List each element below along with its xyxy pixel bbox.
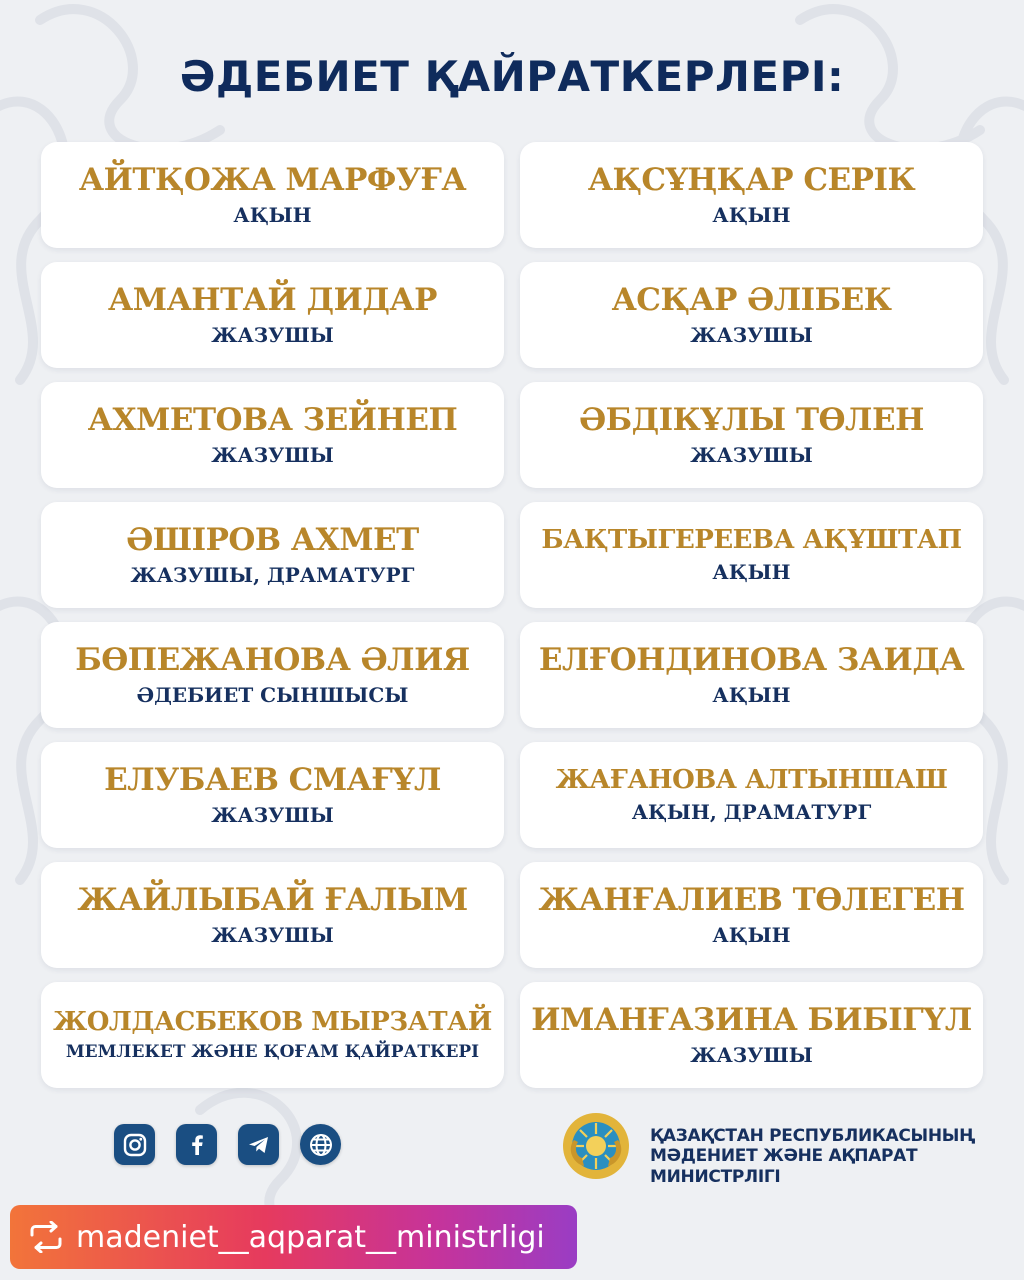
- repost-username: madeniet__aqparat__ministrligi: [76, 1219, 545, 1255]
- ministry-name: [650, 1126, 1024, 1187]
- person-name: ЖОЛДАСБЕКОВ МЫРЗАТАЙ: [53, 1006, 492, 1037]
- globe-icon[interactable]: [300, 1124, 341, 1165]
- person-role: АҚЫН: [712, 202, 791, 227]
- person-name: ЕЛҒОНДИНОВА ЗАИДА: [538, 642, 965, 679]
- person-card: [41, 862, 504, 968]
- repost-icon: [28, 1221, 64, 1253]
- state-emblem-icon: [560, 1110, 632, 1182]
- facebook-icon[interactable]: [176, 1124, 217, 1165]
- person-name: ЖАНҒАЛИЕВ ТӨЛЕГЕН: [538, 882, 965, 919]
- person-name: ЖАЙЛЫБАЙ ҒАЛЫМ: [77, 882, 468, 919]
- person-role: АҚЫН: [712, 559, 791, 584]
- repost-badge[interactable]: [10, 1205, 577, 1269]
- ministry-line-2: МӘДЕНИЕТ ЖӘНЕ АҚПАРАТ МИНИСТРЛІГІ: [650, 1146, 918, 1187]
- person-card: [41, 622, 504, 728]
- person-card: [41, 502, 504, 608]
- person-card: [520, 862, 983, 968]
- person-card: [520, 382, 983, 488]
- person-name: ЕЛУБАЕВ СМАҒҰЛ: [104, 762, 441, 799]
- person-role: ЖАЗУШЫ: [690, 322, 813, 347]
- person-card: [520, 502, 983, 608]
- person-card: [41, 742, 504, 848]
- person-name: АМАНТАЙ ДИДАР: [108, 282, 437, 319]
- person-role: ЖАЗУШЫ: [211, 802, 334, 827]
- person-name: АҚСҰҢҚАР СЕРІК: [587, 162, 916, 199]
- person-role: АҚЫН: [712, 682, 791, 707]
- person-name: ИМАНҒАЗИНА БИБІГҮЛ: [531, 1002, 972, 1039]
- person-role: ЖАЗУШЫ: [211, 442, 334, 467]
- person-role: АҚЫН: [712, 922, 791, 947]
- person-name: АХМЕТОВА ЗЕЙНЕП: [87, 402, 458, 439]
- social-links: [114, 1124, 341, 1165]
- person-card: [41, 382, 504, 488]
- person-name: АСҚАР ӘЛІБЕК: [611, 282, 892, 319]
- instagram-icon[interactable]: [114, 1124, 155, 1165]
- page-title: ӘДЕБИЕТ ҚАЙРАТКЕРЛЕРІ:: [179, 52, 845, 101]
- person-role: МЕМЛЕКЕТ ЖӘНЕ ҚОҒАМ ҚАЙРАТКЕРІ: [65, 1041, 480, 1062]
- figures-grid: [41, 142, 983, 1088]
- telegram-icon[interactable]: [238, 1124, 279, 1165]
- person-name: ЖАҒАНОВА АЛТЫНШАШ: [555, 765, 948, 796]
- person-name: ӘШІРОВ АХМЕТ: [126, 522, 419, 559]
- person-card: [520, 742, 983, 848]
- person-name: БӨПЕЖАНОВА ӘЛИЯ: [75, 642, 470, 679]
- person-role: АҚЫН: [233, 202, 312, 227]
- person-card: [520, 982, 983, 1088]
- person-role: ЖАЗУШЫ: [690, 1042, 813, 1067]
- person-name: ӘБДІКҰЛЫ ТӨЛЕН: [579, 402, 924, 439]
- person-role: АҚЫН, ДРАМАТУРГ: [631, 799, 872, 824]
- person-role: ЖАЗУШЫ: [211, 922, 334, 947]
- person-card: [520, 622, 983, 728]
- person-card: [41, 982, 504, 1088]
- person-card: [520, 142, 983, 248]
- person-role: ӘДЕБИЕТ СЫНШЫСЫ: [136, 682, 409, 707]
- person-role: ЖАЗУШЫ: [690, 442, 813, 467]
- ministry-line-1: ҚАЗАҚСТАН РЕСПУБЛИКАСЫНЫҢ: [650, 1126, 976, 1146]
- person-card: [41, 142, 504, 248]
- person-card: [520, 262, 983, 368]
- person-name: АЙТҚОЖА МАРФУҒА: [78, 162, 467, 199]
- person-role: ЖАЗУШЫ: [211, 322, 334, 347]
- person-name: БАҚТЫГЕРЕЕВА АҚҰШТАП: [541, 525, 962, 556]
- person-card: [41, 262, 504, 368]
- person-role: ЖАЗУШЫ, ДРАМАТУРГ: [130, 562, 415, 587]
